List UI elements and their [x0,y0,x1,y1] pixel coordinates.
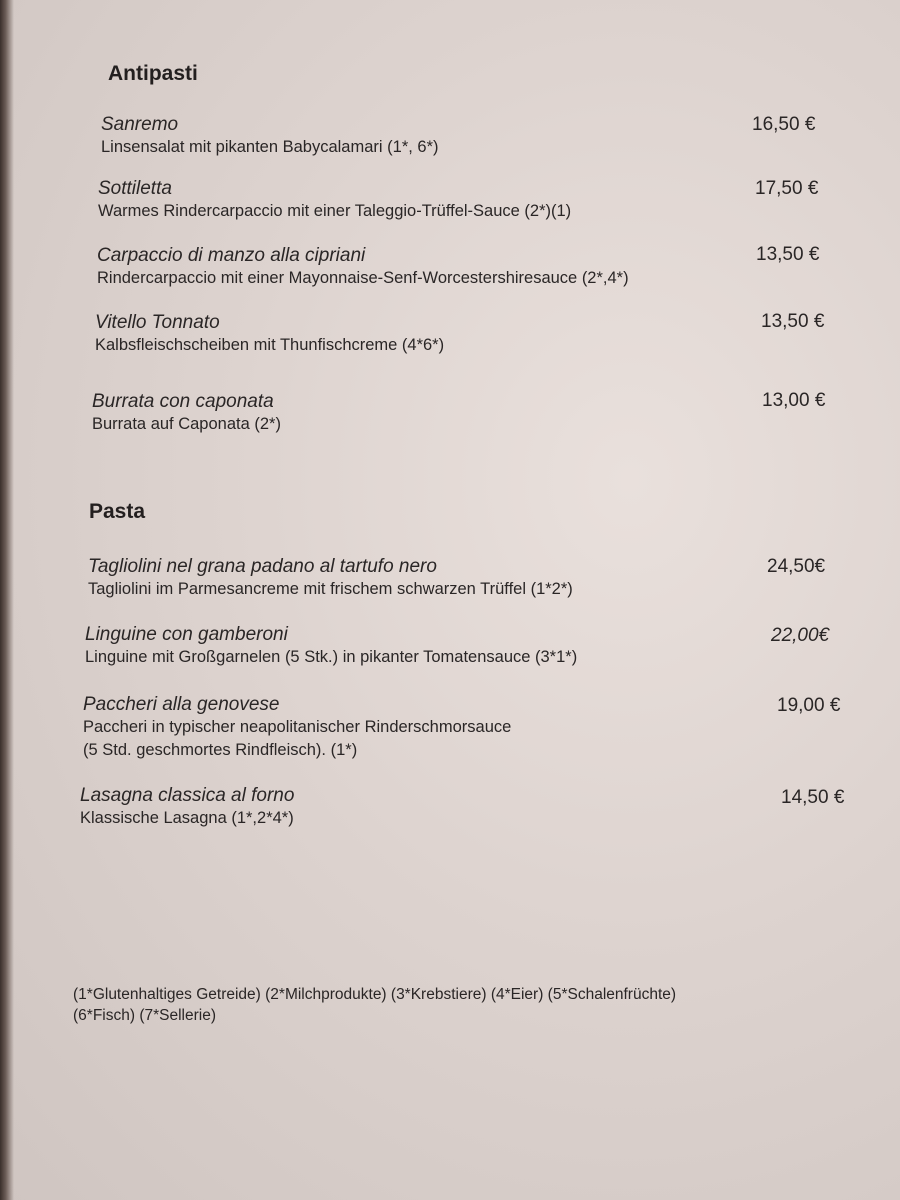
menu-item-sottiletta [98,177,571,223]
dish-description: Tagliolini im Parmesancreme mit frischem schwarzen Trüffel (1*2*) [88,580,573,598]
dish-description: Burrata auf Caponata (2*) [92,415,281,433]
allergen-legend [73,984,833,1026]
dish-name: Carpaccio di manzo alla cipriani [97,245,366,266]
dish-name: Vitello Tonnato [95,312,220,333]
dish-price: 19,00 € [777,695,841,716]
dish-price: 13,50 € [756,244,820,265]
dish-description: Warmes Rindercarpaccio mit einer Taleggio-Trüffel-Sauce (2*)(1) [98,202,572,220]
dish-price: 13,00 € [762,390,826,411]
dish-price: 13,50 € [761,311,825,332]
dish-description-line-2: (5 Std. geschmortes Rindfleisch). (1*) [83,741,358,759]
menu-item-linguine [85,623,577,669]
dish-price: 14,50 € [781,787,845,808]
dish-description: Paccheri in typischer neapolitanischer Rinderschmorsauce [83,718,512,736]
dish-description: Rindercarpaccio mit einer Mayonnaise-Senf-Worcestershiresauce (2*,4*) [97,269,629,287]
menu-item-carpaccio [97,244,629,290]
section-title-pasta: Pasta [89,500,146,523]
dish-description: Linsensalat mit pikanten Babycalamari (1*, 6*) [101,138,439,156]
dish-name: Linguine con gamberoni [85,624,288,645]
allergen-legend-line: (1*Glutenhaltiges Getreide) (2*Milchprodukte) (3*Krebstiere) (4*Eier) (5*Schalenfrüchte) [73,986,677,1003]
dish-price: 22,00€ [771,625,830,646]
dish-name: Lasagna classica al forno [80,785,295,806]
dish-price: 17,50 € [755,178,819,199]
menu-item-tagliolini [88,555,573,601]
dish-name: Sottiletta [98,178,172,199]
dish-description: Klassische Lasagna (1*,2*4*) [80,809,294,827]
dish-description: Kalbsfleischscheiben mit Thunfischcreme (4*6*) [95,336,445,354]
dish-name: Burrata con caponata [92,391,274,412]
menu-item-sanremo [101,113,439,159]
dish-price: 16,50 € [752,114,816,135]
menu-item-paccheri [83,693,511,762]
dish-name: Paccheri alla genovese [83,694,280,715]
allergen-legend-line: (6*Fisch) (7*Sellerie) [73,1007,216,1024]
dish-name: Tagliolini nel grana padano al tartufo nero [88,556,437,577]
menu-item-burrata [92,390,281,436]
dish-price: 24,50€ [767,556,826,577]
dish-description: Linguine mit Großgarnelen (5 Stk.) in pikanter Tomatensauce (3*1*) [85,648,578,666]
section-title-antipasti: Antipasti [108,62,198,85]
dish-name: Sanremo [101,114,179,135]
menu-item-lasagna [80,784,294,830]
menu-item-vitello-tonnato [95,311,444,357]
